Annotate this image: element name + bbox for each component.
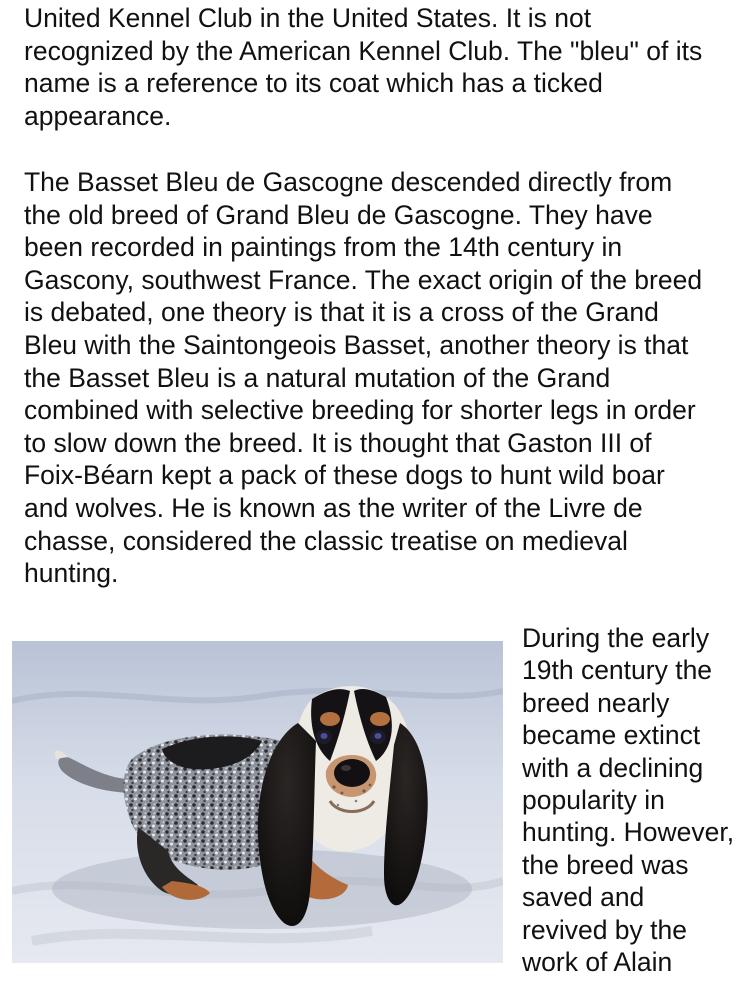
paragraph-recognition <box>24 2 748 132</box>
text-line: and wolves. He is known as the writer of the Livre de <box>24 492 643 523</box>
text-line: with a declining <box>522 752 704 783</box>
text-line[interactable]: Foix-Béarn kept a pack of these dogs to hunt wild boar <box>24 460 665 491</box>
text-line: combined with selective breeding for shorter legs in order <box>24 395 696 426</box>
text-line[interactable]: chasse, considered the classic treatise on medieval <box>24 525 628 556</box>
text-line: saved and <box>522 882 645 913</box>
text-line[interactable]: the old breed of Grand Bleu de Gascogne. They have <box>24 199 653 230</box>
text-line: popularity in <box>522 785 665 816</box>
text-line[interactable]: to slow down the breed. It is thought that Gaston III of <box>24 427 652 458</box>
text-line: 19th century the <box>522 655 713 686</box>
text-line[interactable]: Bleu with the Saintongeois Basset, another theory is that <box>24 329 689 360</box>
dog-illustration <box>12 641 503 963</box>
text-line: breed nearly <box>522 687 670 718</box>
paragraph-history <box>24 166 748 590</box>
text-line: The Basset Bleu de Gascogne descended directly from <box>24 167 673 197</box>
text-line: hunting. However, <box>522 817 735 848</box>
text-line: During the early <box>522 623 710 653</box>
basset-puppy-photo <box>12 641 503 963</box>
text-line: name is a reference to its coat which has a ticked <box>24 68 603 99</box>
text-line: been recorded in paintings from the 14th century in <box>24 232 623 263</box>
text-line: United Kennel Club in the United States. It is not <box>24 3 592 33</box>
text-line: appearance. <box>24 100 172 131</box>
text-line[interactable]: hunting. <box>24 558 119 589</box>
text-line: work of Alain <box>522 947 673 978</box>
text-line: became extinct <box>522 720 701 751</box>
text-line: revived by the <box>522 914 687 945</box>
text-line: recognized by the American Kennel Club. The "bleu" of its <box>24 35 703 66</box>
text-line: is debated, one theory is that it is a cross of the Grand <box>24 297 659 328</box>
dog-nose <box>334 759 370 787</box>
text-line: the breed was <box>522 849 689 880</box>
paragraph-extinction <box>522 622 752 978</box>
text-line: the Basset Bleu is a natural mutation of the Grand <box>24 362 611 393</box>
text-line[interactable]: Gascony, southwest France. The exact origin of the breed <box>24 264 703 295</box>
